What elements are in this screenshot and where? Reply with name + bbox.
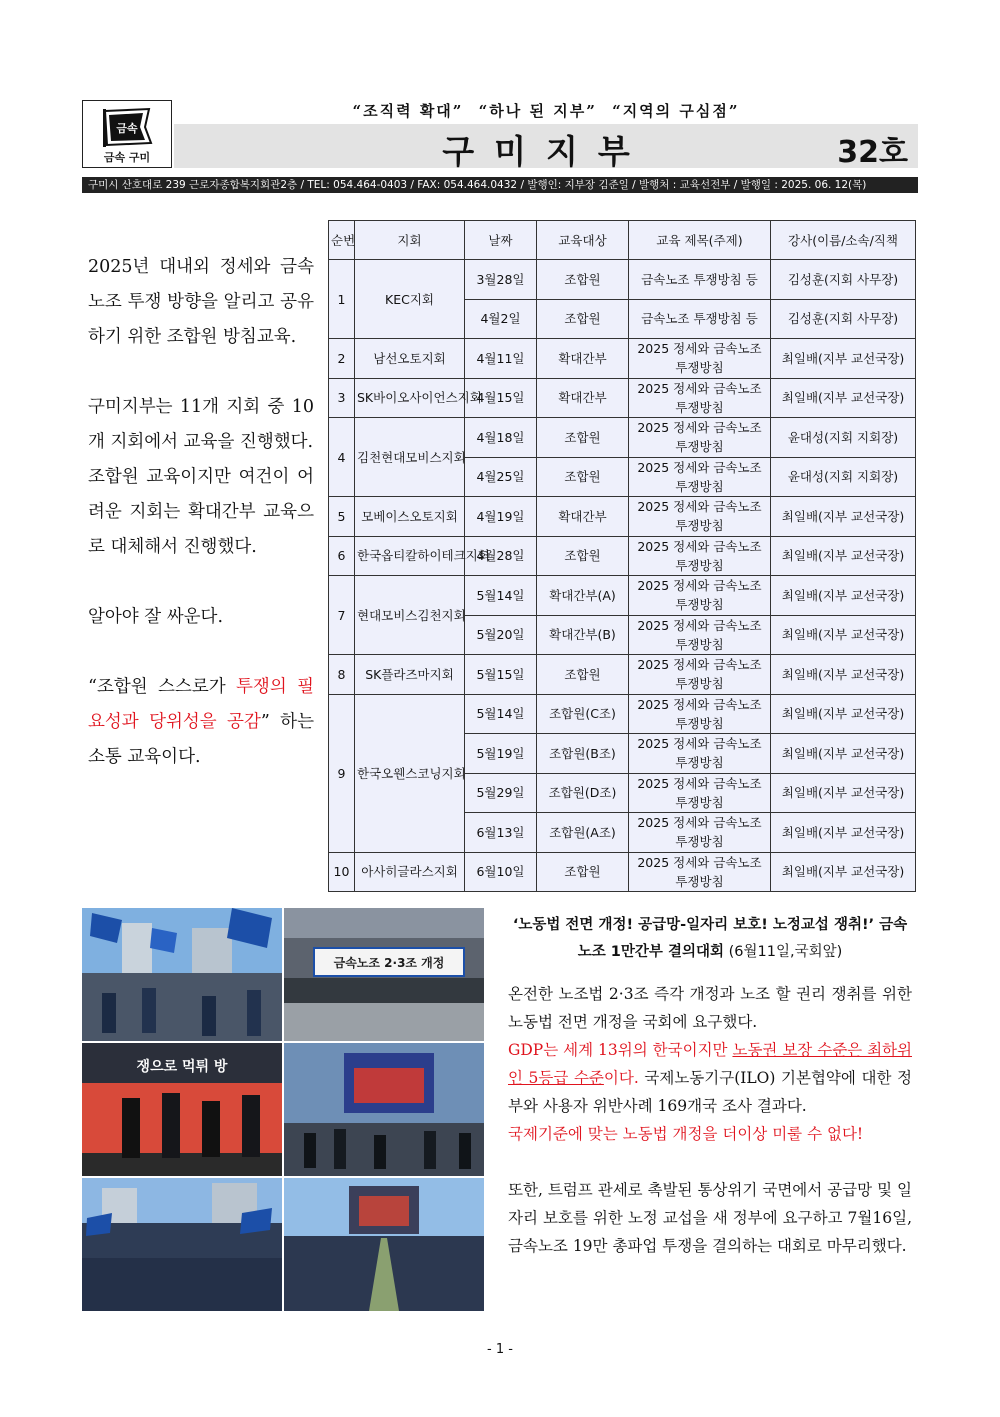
col-header-target: 교육대상: [537, 221, 629, 260]
cell-lecturer: 최일배(지부 교선국장): [771, 852, 916, 892]
cell-date: 5월14일: [465, 576, 537, 616]
publisher-info: 구미시 산호대로 239 근로자종합복지회관2층 / TEL: 054.464-0403 / FAX: 054.464.0432 / 발행인: 지부장 김준일 / 발행처 : 교육선전부 / 발행일 : 2025. 06. 12(목): [82, 177, 918, 193]
cell-lecturer: 최일배(지부 교선국장): [771, 773, 916, 813]
table-row: [329, 536, 916, 576]
cell-no: 9: [329, 694, 355, 852]
slogans: [174, 100, 918, 124]
cell-topic: 2025 정세와 금속노조 투쟁방침: [629, 457, 771, 497]
cell-date: 6월13일: [465, 813, 537, 853]
rally-photo: [284, 1043, 484, 1176]
rally-photo: [82, 908, 282, 1041]
body-text: 국제노동기구(ILO) 기본협약에 대한 정부와 사용자 위반사례 169개국 조사 결과다.: [508, 1069, 912, 1115]
headline-text: ‘노동법 전면 개정! 공급망-일자리 보호! 노정교섭 쟁취!’ 금속노조 1만간부 결의대회: [512, 917, 908, 960]
cell-target: 조합원: [537, 260, 629, 300]
cell-date: 4월2일: [465, 299, 537, 339]
col-header-lecturer: 강사(이름/소속/직책: [771, 221, 916, 260]
masthead: [82, 100, 918, 171]
cell-branch: 모베이스오토지회: [355, 497, 465, 537]
flag-logo-icon: [99, 107, 155, 147]
rally-photo-grid: [82, 908, 484, 1310]
page-title: 구미지부: [442, 132, 650, 171]
table-header-row: [329, 221, 916, 260]
cell-date: 4월11일: [465, 339, 537, 379]
logo-label: 금속 구미: [103, 151, 151, 164]
slogan: “하나 된 지부”: [478, 102, 597, 120]
cell-branch: 현대모비스김천지회: [355, 576, 465, 655]
cell-lecturer: 최일배(지부 교선국장): [771, 378, 916, 418]
cell-lecturer: 최일배(지부 교선국장): [771, 339, 916, 379]
table-row: [329, 497, 916, 537]
cell-topic: 2025 정세와 금속노조 투쟁방침: [629, 615, 771, 655]
cell-branch: 남선오토지회: [355, 339, 465, 379]
cell-topic: 2025 정세와 금속노조 투쟁방침: [629, 576, 771, 616]
rally-photo: [82, 1178, 282, 1311]
cell-lecturer: 김성훈(지회 사무장): [771, 299, 916, 339]
cell-branch: 한국옵티칼하이테크지회: [355, 536, 465, 576]
cell-no: 1: [329, 260, 355, 339]
cell-target: 조합원: [537, 536, 629, 576]
cell-lecturer: 윤대성(지회 지회장): [771, 457, 916, 497]
cell-target: 조합원: [537, 655, 629, 695]
quote-highlight: 투쟁의 필요성과 당위성을 공감: [88, 677, 314, 732]
cell-date: 6월10일: [465, 852, 537, 892]
svg-text:금속: 금속: [116, 122, 138, 135]
highlight-text: 이다.: [603, 1069, 639, 1087]
cell-target: 조합원(A조): [537, 813, 629, 853]
intro-quote: [88, 670, 314, 775]
article-emphasis: 국제기준에 맞는 노동법 개정을 더이상 미룰 수 없다!: [508, 1125, 864, 1143]
cell-lecturer: 최일배(지부 교선국장): [771, 734, 916, 774]
cell-lecturer: 최일배(지부 교선국장): [771, 497, 916, 537]
cell-topic: 금속노조 투쟁방침 등: [629, 260, 771, 300]
cell-no: 6: [329, 536, 355, 576]
cell-target: 조합원: [537, 457, 629, 497]
banner-text: 쟁으로 먹튀 방: [136, 1059, 228, 1075]
quote-text: ” 하는 소통 교육이다.: [88, 712, 314, 767]
cell-target: 확대간부: [537, 339, 629, 379]
rally-photo: [284, 908, 484, 1041]
cell-topic: 2025 정세와 금속노조 투쟁방침: [629, 655, 771, 695]
cell-lecturer: 최일배(지부 교선국장): [771, 576, 916, 616]
cell-target: 확대간부(A): [537, 576, 629, 616]
cell-target: 확대간부(B): [537, 615, 629, 655]
cell-topic: 금속노조 투쟁방침 등: [629, 299, 771, 339]
cell-topic: 2025 정세와 금속노조 투쟁방침: [629, 378, 771, 418]
table-row: [329, 339, 916, 379]
cell-target: 확대간부: [537, 378, 629, 418]
intro-paragraph: 알아야 잘 싸운다.: [88, 607, 224, 627]
cell-no: 4: [329, 418, 355, 497]
cell-topic: 2025 정세와 금속노조 투쟁방침: [629, 852, 771, 892]
cell-topic: 2025 정세와 금속노조 투쟁방침: [629, 536, 771, 576]
intro-paragraph: 2025년 대내외 정세와 금속노조 투쟁 방향을 알리고 공유하기 위한 조합원 방침교육.: [88, 257, 314, 347]
article-headline: [508, 912, 912, 966]
cell-no: 10: [329, 852, 355, 892]
cell-branch: 김천현대모비스지회: [355, 418, 465, 497]
cell-date: 4월18일: [465, 418, 537, 458]
col-header-date: 날짜: [465, 221, 537, 260]
cell-date: 5월19일: [465, 734, 537, 774]
slogan: “조직력 확대”: [352, 102, 464, 120]
cell-branch: 한국오웬스코닝지회: [355, 694, 465, 852]
rally-article: [508, 912, 912, 1260]
cell-date: 4월28일: [465, 536, 537, 576]
cell-date: 5월29일: [465, 773, 537, 813]
intro-paragraph: 구미지부는 11개 지회 중 10개 지회에서 교육을 진행했다.: [88, 397, 314, 452]
issue-number: 32호: [837, 135, 908, 170]
table-row: [329, 260, 916, 300]
highlight-text: 노동권 보장 수준은 최하위인 5등급 수준: [508, 1041, 912, 1087]
table-row: [329, 852, 916, 892]
cell-lecturer: 최일배(지부 교선국장): [771, 694, 916, 734]
table-row: [329, 576, 916, 616]
cell-date: 5월20일: [465, 615, 537, 655]
cell-lecturer: 최일배(지부 교선국장): [771, 615, 916, 655]
cell-topic: 2025 정세와 금속노조 투쟁방침: [629, 694, 771, 734]
cell-target: 조합원(D조): [537, 773, 629, 813]
cell-branch: KEC지회: [355, 260, 465, 339]
table-row: [329, 694, 916, 734]
cell-date: 4월19일: [465, 497, 537, 537]
article-paragraph: [508, 1036, 912, 1120]
cell-no: 7: [329, 576, 355, 655]
cell-topic: 2025 정세와 금속노조 투쟁방침: [629, 339, 771, 379]
cell-branch: 아사히글라스지회: [355, 852, 465, 892]
cell-target: 조합원(C조): [537, 694, 629, 734]
table-row: [329, 378, 916, 418]
cell-lecturer: 윤대성(지회 지회장): [771, 418, 916, 458]
cell-date: 5월14일: [465, 694, 537, 734]
col-header-no: 순번: [329, 221, 355, 260]
cell-topic: 2025 정세와 금속노조 투쟁방침: [629, 813, 771, 853]
cell-lecturer: 김성훈(지회 사무장): [771, 260, 916, 300]
cell-target: 조합원(B조): [537, 734, 629, 774]
cell-target: 확대간부: [537, 497, 629, 537]
cell-lecturer: 최일배(지부 교선국장): [771, 655, 916, 695]
slogan: “지역의 구심점”: [612, 102, 740, 120]
education-schedule-table: [328, 220, 916, 892]
cell-topic: 2025 정세와 금속노조 투쟁방침: [629, 773, 771, 813]
cell-target: 조합원: [537, 852, 629, 892]
cell-date: 5월15일: [465, 655, 537, 695]
cell-no: 2: [329, 339, 355, 379]
title-bar: [174, 124, 918, 171]
cell-no: 3: [329, 378, 355, 418]
col-header-topic: 교육 제목(주제): [629, 221, 771, 260]
cell-lecturer: 최일배(지부 교선국장): [771, 813, 916, 853]
rally-photo: [82, 1043, 282, 1176]
highlight-text: GDP는 세계 13위의 한국이지만: [508, 1041, 733, 1059]
cell-target: 조합원: [537, 299, 629, 339]
headline-date: (6월11일,국회앞): [724, 944, 843, 960]
cell-no: 8: [329, 655, 355, 695]
rally-photo: [284, 1178, 484, 1311]
cell-topic: 2025 정세와 금속노조 투쟁방침: [629, 497, 771, 537]
cell-date: 4월15일: [465, 378, 537, 418]
union-logo: [82, 100, 172, 168]
table-row: [329, 655, 916, 695]
cell-branch: SK바이오사이언스지회: [355, 378, 465, 418]
intro-text: [88, 250, 314, 775]
cell-date: 4월25일: [465, 457, 537, 497]
cell-no: 5: [329, 497, 355, 537]
article-paragraph: 온전한 노조법 2·3조 즉각 개정과 노조 할 권리 쟁취를 위한 노동법 전면 개정을 국회에 요구했다.: [508, 985, 912, 1031]
cell-branch: SK플라즈마지회: [355, 655, 465, 695]
cell-lecturer: 최일배(지부 교선국장): [771, 536, 916, 576]
article-paragraph: 또한, 트럼프 관세로 촉발된 통상위기 국면에서 공급망 및 일자리 보호를 위한 노정 교섭을 새 정부에 요구하고 7월16일, 금속노조 19만 총파업 투쟁을 결의하는 대회로 마무리했다.: [508, 1181, 912, 1255]
cell-target: 조합원: [537, 418, 629, 458]
intro-paragraph: 조합원 교육이지만 여건이 어려운 지회는 확대간부 교육으로 대체해서 진행했다.: [88, 467, 314, 557]
cell-date: 3월28일: [465, 260, 537, 300]
table-row: [329, 418, 916, 458]
page-number: - 1 -: [487, 1342, 513, 1357]
col-header-branch: 지회: [355, 221, 465, 260]
quote-text: “조합원 스스로가: [88, 677, 237, 697]
cell-topic: 2025 정세와 금속노조 투쟁방침: [629, 734, 771, 774]
banner-text: 금속노조 2·3조 개정: [333, 956, 445, 970]
cell-topic: 2025 정세와 금속노조 투쟁방침: [629, 418, 771, 458]
